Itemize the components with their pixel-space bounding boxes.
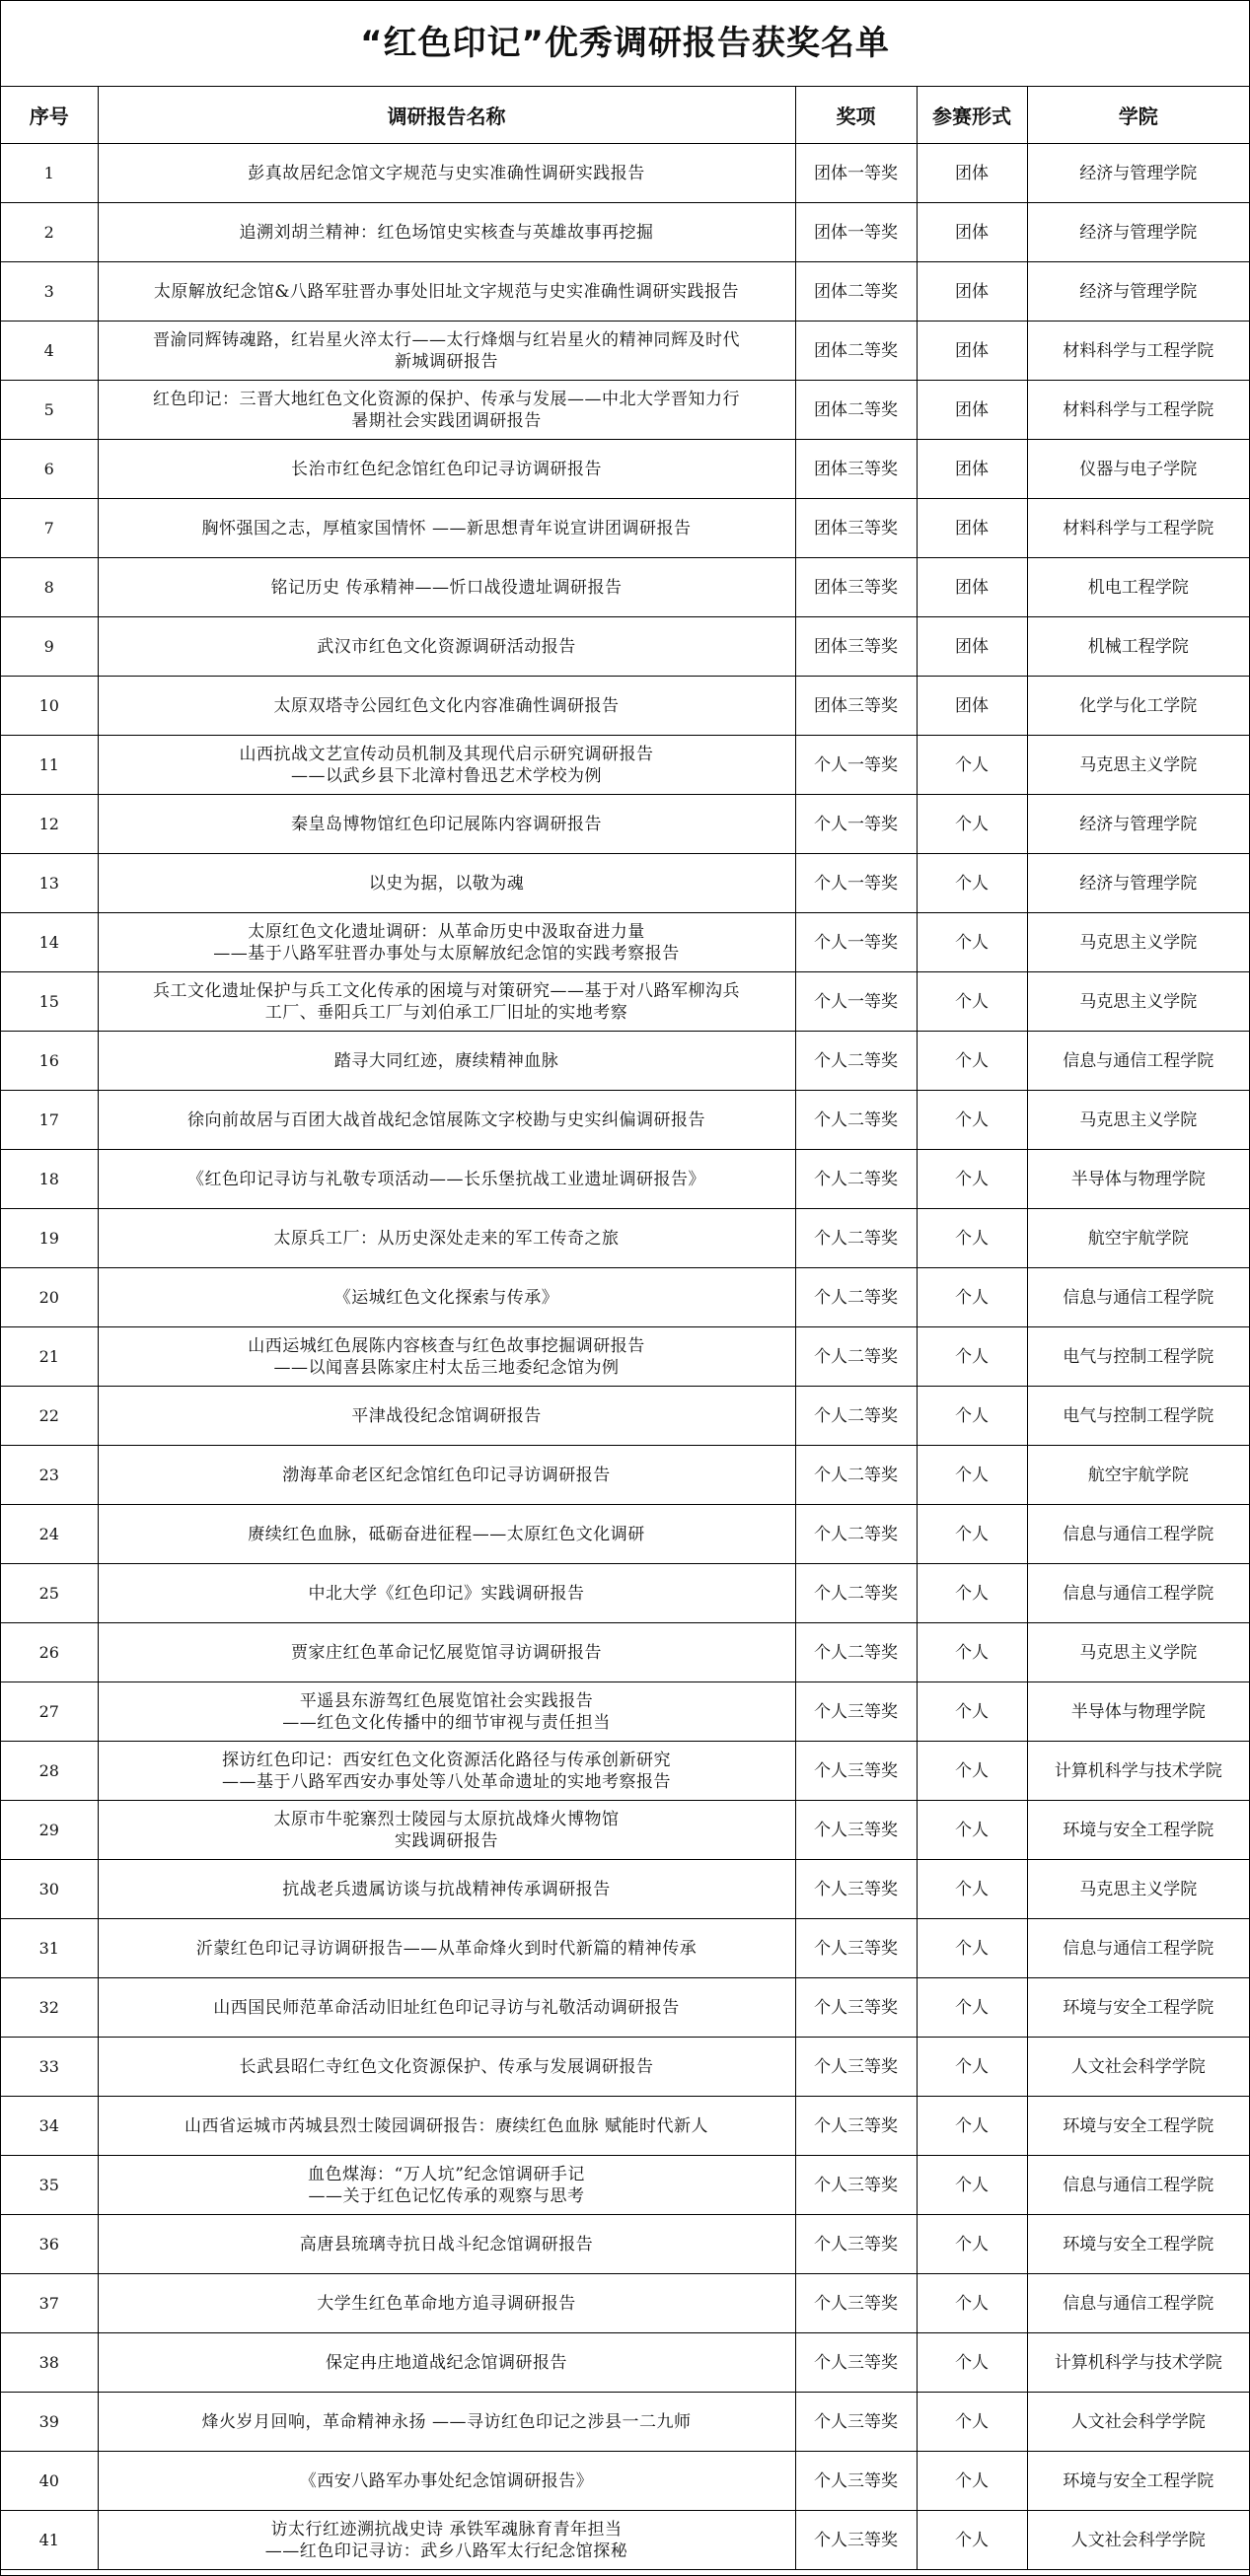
- college-cell: 化学与化工学院: [1027, 677, 1249, 736]
- serial-number-cell: 10: [1, 677, 98, 736]
- participation-form-cell: 个人: [917, 2393, 1027, 2452]
- report-name-cell: 赓续红色血脉，砥砺奋进征程——太原红色文化调研: [98, 1505, 795, 1564]
- college-cell: 半导体与物理学院: [1027, 1150, 1249, 1209]
- report-name-cell: 彭真故居纪念馆文字规范与史实准确性调研实践报告: [98, 144, 795, 203]
- serial-number-cell: 4: [1, 322, 98, 381]
- participation-form-cell: 个人: [917, 2333, 1027, 2393]
- award-cell: 个人二等奖: [795, 1623, 917, 1682]
- table-row: [1, 1505, 1249, 1564]
- serial-number-cell: 21: [1, 1327, 98, 1387]
- award-cell: 个人二等奖: [795, 1032, 917, 1091]
- college-cell: 材料科学与工程学院: [1027, 499, 1249, 558]
- college-cell: 经济与管理学院: [1027, 144, 1249, 203]
- participation-form-cell: 个人: [917, 2038, 1027, 2097]
- college-cell: 人文社会科学学院: [1027, 2038, 1249, 2097]
- college-cell: 机械工程学院: [1027, 617, 1249, 677]
- college-cell: 材料科学与工程学院: [1027, 381, 1249, 440]
- report-name-cell: 太原市牛驼寨烈士陵园与太原抗战烽火博物馆 实践调研报告: [98, 1801, 795, 1860]
- report-name-cell: 追溯刘胡兰精神：红色场馆史实核查与英雄故事再挖掘: [98, 203, 795, 262]
- award-cell: 团体二等奖: [795, 262, 917, 322]
- participation-form-cell: 个人: [917, 2215, 1027, 2274]
- table-row: [1, 262, 1249, 322]
- report-name-cell: 平遥县东游驾红色展览馆社会实践报告 ——红色文化传播中的细节审视与责任担当: [98, 1682, 795, 1742]
- participation-form-cell: 团体: [917, 617, 1027, 677]
- college-cell: 计算机科学与技术学院: [1027, 2333, 1249, 2393]
- participation-form-cell: 个人: [917, 2511, 1027, 2570]
- serial-number-cell: 32: [1, 1978, 98, 2038]
- report-name-cell: 铭记历史 传承精神——忻口战役遗址调研报告: [98, 558, 795, 617]
- table-row: [1, 1978, 1249, 2038]
- report-name-cell: 《运城红色文化探索与传承》: [98, 1268, 795, 1327]
- serial-number-cell: 31: [1, 1919, 98, 1978]
- award-cell: 个人三等奖: [795, 2097, 917, 2156]
- participation-form-cell: 团体: [917, 499, 1027, 558]
- participation-form-cell: 个人: [917, 1682, 1027, 1742]
- serial-number-cell: 34: [1, 2097, 98, 2156]
- table-row: [1, 2452, 1249, 2511]
- participation-form-cell: 个人: [917, 1801, 1027, 1860]
- table-row: [1, 144, 1249, 203]
- serial-number-cell: 14: [1, 913, 98, 972]
- college-cell: 计算机科学与技术学院: [1027, 1742, 1249, 1801]
- participation-form-cell: 团体: [917, 144, 1027, 203]
- header-college: 学院: [1027, 87, 1249, 144]
- table-row: [1, 795, 1249, 854]
- report-name-cell: 平津战役纪念馆调研报告: [98, 1387, 795, 1446]
- award-cell: 个人二等奖: [795, 1446, 917, 1505]
- report-name-cell: 太原红色文化遗址调研：从革命历史中汲取奋进力量 ——基于八路军驻晋办事处与太原解放纪念馆的实践考察报告: [98, 913, 795, 972]
- report-name-cell: 踏寻大同红迹，赓续精神血脉: [98, 1032, 795, 1091]
- participation-form-cell: 个人: [917, 1505, 1027, 1564]
- report-name-cell: 保定冉庄地道战纪念馆调研报告: [98, 2333, 795, 2393]
- college-cell: 环境与安全工程学院: [1027, 1978, 1249, 2038]
- serial-number-cell: 9: [1, 617, 98, 677]
- college-cell: 航空宇航学院: [1027, 1209, 1249, 1268]
- table-row: [1, 1091, 1249, 1150]
- serial-number-cell: 36: [1, 2215, 98, 2274]
- award-cell: 个人二等奖: [795, 1327, 917, 1387]
- table-row: [1, 1446, 1249, 1505]
- serial-number-cell: 2: [1, 203, 98, 262]
- report-name-cell: 太原兵工厂：从历史深处走来的军工传奇之旅: [98, 1209, 795, 1268]
- report-name-cell: 山西运城红色展陈内容核查与红色故事挖掘调研报告 ——以闻喜县陈家庄村太岳三地委纪念馆为例: [98, 1327, 795, 1387]
- award-cell: 个人二等奖: [795, 1505, 917, 1564]
- college-cell: 电气与控制工程学院: [1027, 1327, 1249, 1387]
- participation-form-cell: 个人: [917, 1978, 1027, 2038]
- college-cell: 马克思主义学院: [1027, 972, 1249, 1032]
- serial-number-cell: 16: [1, 1032, 98, 1091]
- report-name-cell: 山西抗战文艺宣传动员机制及其现代启示研究调研报告 ——以武乡县下北漳村鲁迅艺术学校为例: [98, 736, 795, 795]
- award-cell: 个人二等奖: [795, 1091, 917, 1150]
- table-row: [1, 617, 1249, 677]
- participation-form-cell: 个人: [917, 972, 1027, 1032]
- college-cell: 电气与控制工程学院: [1027, 1387, 1249, 1446]
- award-cell: 个人三等奖: [795, 2038, 917, 2097]
- report-name-cell: 胸怀强国之志，厚植家国情怀 ——新思想青年说宣讲团调研报告: [98, 499, 795, 558]
- table-row: [1, 1032, 1249, 1091]
- award-cell: 个人二等奖: [795, 1387, 917, 1446]
- serial-number-cell: 22: [1, 1387, 98, 1446]
- serial-number-cell: 37: [1, 2274, 98, 2333]
- report-name-cell: 沂蒙红色印记寻访调研报告——从革命烽火到时代新篇的精神传承: [98, 1919, 795, 1978]
- report-name-cell: 山西省运城市芮城县烈士陵园调研报告：赓续红色血脉 赋能时代新人: [98, 2097, 795, 2156]
- report-name-cell: 访太行红迹溯抗战史诗 承铁军魂脉育青年担当 ——红色印记寻访：武乡八路军太行纪念馆探秘: [98, 2511, 795, 2570]
- serial-number-cell: 11: [1, 736, 98, 795]
- award-cell: 个人二等奖: [795, 1150, 917, 1209]
- table-row: [1, 558, 1249, 617]
- report-name-cell: 渤海革命老区纪念馆红色印记寻访调研报告: [98, 1446, 795, 1505]
- college-cell: 信息与通信工程学院: [1027, 1564, 1249, 1623]
- college-cell: 半导体与物理学院: [1027, 1682, 1249, 1742]
- serial-number-cell: 35: [1, 2156, 98, 2215]
- participation-form-cell: 个人: [917, 1091, 1027, 1150]
- award-cell: 团体三等奖: [795, 499, 917, 558]
- header-serial-number: 序号: [1, 87, 98, 144]
- college-cell: 马克思主义学院: [1027, 1860, 1249, 1919]
- report-name-cell: 红色印记：三晋大地红色文化资源的保护、传承与发展——中北大学晋知力行 暑期社会实践团调研报告: [98, 381, 795, 440]
- report-name-cell: 烽火岁月回响，革命精神永扬 ——寻访红色印记之涉县一二九师: [98, 2393, 795, 2452]
- college-cell: 经济与管理学院: [1027, 203, 1249, 262]
- report-name-cell: 山西国民师范革命活动旧址红色印记寻访与礼敬活动调研报告: [98, 1978, 795, 2038]
- table-row: [1, 1209, 1249, 1268]
- serial-number-cell: 3: [1, 262, 98, 322]
- report-name-cell: 探访红色印记：西安红色文化资源活化路径与传承创新研究 ——基于八路军西安办事处等八处革命遗址的实地考察报告: [98, 1742, 795, 1801]
- college-cell: 航空宇航学院: [1027, 1446, 1249, 1505]
- participation-form-cell: 个人: [917, 1209, 1027, 1268]
- table-row: [1, 440, 1249, 499]
- participation-form-cell: 个人: [917, 1623, 1027, 1682]
- table-row: [1, 2097, 1249, 2156]
- table-row: [1, 381, 1249, 440]
- award-cell: 个人三等奖: [795, 1801, 917, 1860]
- table-row: [1, 1623, 1249, 1682]
- table-row: [1, 499, 1249, 558]
- table-row: [1, 1150, 1249, 1209]
- table-row: [1, 2038, 1249, 2097]
- table-row: [1, 1564, 1249, 1623]
- serial-number-cell: 40: [1, 2452, 98, 2511]
- report-name-cell: 晋渝同辉铸魂路，红岩星火淬太行——太行烽烟与红岩星火的精神同辉及时代 新城调研报告: [98, 322, 795, 381]
- award-cell: 个人二等奖: [795, 1268, 917, 1327]
- table-row: [1, 1268, 1249, 1327]
- serial-number-cell: 30: [1, 1860, 98, 1919]
- college-cell: 人文社会科学学院: [1027, 2511, 1249, 2570]
- participation-form-cell: 个人: [917, 1327, 1027, 1387]
- participation-form-cell: 个人: [917, 2156, 1027, 2215]
- table-header-row: [1, 87, 1249, 144]
- award-cell: 团体二等奖: [795, 322, 917, 381]
- award-cell: 个人一等奖: [795, 972, 917, 1032]
- award-cell: 团体一等奖: [795, 144, 917, 203]
- participation-form-cell: 团体: [917, 381, 1027, 440]
- document-title: “红色印记”优秀调研报告获奖名单: [1, 1, 1249, 87]
- college-cell: 经济与管理学院: [1027, 262, 1249, 322]
- table-row: [1, 2215, 1249, 2274]
- participation-form-cell: 个人: [917, 2097, 1027, 2156]
- participation-form-cell: 个人: [917, 854, 1027, 913]
- award-cell: 个人一等奖: [795, 854, 917, 913]
- award-cell: 个人三等奖: [795, 1742, 917, 1801]
- award-cell: 个人三等奖: [795, 2511, 917, 2570]
- report-name-cell: 长武县昭仁寺红色文化资源保护、传承与发展调研报告: [98, 2038, 795, 2097]
- participation-form-cell: 团体: [917, 558, 1027, 617]
- college-cell: 经济与管理学院: [1027, 795, 1249, 854]
- participation-form-cell: 个人: [917, 2274, 1027, 2333]
- college-cell: 仪器与电子学院: [1027, 440, 1249, 499]
- serial-number-cell: 18: [1, 1150, 98, 1209]
- college-cell: 经济与管理学院: [1027, 854, 1249, 913]
- participation-form-cell: 个人: [917, 1919, 1027, 1978]
- serial-number-cell: 13: [1, 854, 98, 913]
- serial-number-cell: 6: [1, 440, 98, 499]
- participation-form-cell: 个人: [917, 1446, 1027, 1505]
- college-cell: 人文社会科学学院: [1027, 2393, 1249, 2452]
- college-cell: 环境与安全工程学院: [1027, 2215, 1249, 2274]
- report-name-cell: 兵工文化遗址保护与兵工文化传承的困境与对策研究——基于对八路军柳沟兵 工厂、垂阳兵工厂与刘伯承工厂旧址的实地考察: [98, 972, 795, 1032]
- participation-form-cell: 个人: [917, 1860, 1027, 1919]
- table-row: [1, 677, 1249, 736]
- table-row: [1, 2274, 1249, 2333]
- award-cell: 团体三等奖: [795, 677, 917, 736]
- report-name-cell: 长治市红色纪念馆红色印记寻访调研报告: [98, 440, 795, 499]
- serial-number-cell: 12: [1, 795, 98, 854]
- serial-number-cell: 25: [1, 1564, 98, 1623]
- serial-number-cell: 8: [1, 558, 98, 617]
- participation-form-cell: 团体: [917, 262, 1027, 322]
- award-cell: 个人三等奖: [795, 1919, 917, 1978]
- participation-form-cell: 个人: [917, 2452, 1027, 2511]
- serial-number-cell: 17: [1, 1091, 98, 1150]
- award-cell: 团体二等奖: [795, 381, 917, 440]
- participation-form-cell: 个人: [917, 1268, 1027, 1327]
- participation-form-cell: 个人: [917, 736, 1027, 795]
- serial-number-cell: 41: [1, 2511, 98, 2570]
- college-cell: 机电工程学院: [1027, 558, 1249, 617]
- serial-number-cell: 1: [1, 144, 98, 203]
- table-row: [1, 2333, 1249, 2393]
- report-name-cell: 《西安八路军办事处纪念馆调研报告》: [98, 2452, 795, 2511]
- participation-form-cell: 个人: [917, 1564, 1027, 1623]
- report-name-cell: 秦皇岛博物馆红色印记展陈内容调研报告: [98, 795, 795, 854]
- serial-number-cell: 29: [1, 1801, 98, 1860]
- college-cell: 信息与通信工程学院: [1027, 1032, 1249, 1091]
- serial-number-cell: 33: [1, 2038, 98, 2097]
- award-cell: 团体三等奖: [795, 440, 917, 499]
- college-cell: 马克思主义学院: [1027, 1091, 1249, 1150]
- serial-number-cell: 5: [1, 381, 98, 440]
- report-name-cell: 太原双塔寺公园红色文化内容准确性调研报告: [98, 677, 795, 736]
- participation-form-cell: 个人: [917, 1032, 1027, 1091]
- header-participation-form: 参赛形式: [917, 87, 1027, 144]
- report-name-cell: 太原解放纪念馆&八路军驻晋办事处旧址文字规范与史实准确性调研实践报告: [98, 262, 795, 322]
- participation-form-cell: 团体: [917, 322, 1027, 381]
- award-cell: 团体一等奖: [795, 203, 917, 262]
- report-name-cell: 中北大学《红色印记》实践调研报告: [98, 1564, 795, 1623]
- table-row: [1, 322, 1249, 381]
- award-cell: 团体三等奖: [795, 558, 917, 617]
- college-cell: 信息与通信工程学院: [1027, 1919, 1249, 1978]
- award-cell: 个人三等奖: [795, 2393, 917, 2452]
- college-cell: 信息与通信工程学院: [1027, 1268, 1249, 1327]
- serial-number-cell: 38: [1, 2333, 98, 2393]
- college-cell: 环境与安全工程学院: [1027, 2452, 1249, 2511]
- serial-number-cell: 27: [1, 1682, 98, 1742]
- report-name-cell: 高唐县琉璃寺抗日战斗纪念馆调研报告: [98, 2215, 795, 2274]
- college-cell: 马克思主义学院: [1027, 736, 1249, 795]
- table-row: [1, 203, 1249, 262]
- college-cell: 信息与通信工程学院: [1027, 2274, 1249, 2333]
- table-row: [1, 1387, 1249, 1446]
- serial-number-cell: 19: [1, 1209, 98, 1268]
- table-row: [1, 1801, 1249, 1860]
- award-cell: 个人一等奖: [795, 736, 917, 795]
- serial-number-cell: 39: [1, 2393, 98, 2452]
- college-cell: 材料科学与工程学院: [1027, 322, 1249, 381]
- college-cell: 信息与通信工程学院: [1027, 2156, 1249, 2215]
- table-row: [1, 2393, 1249, 2452]
- participation-form-cell: 个人: [917, 1387, 1027, 1446]
- table-row: [1, 1327, 1249, 1387]
- report-name-cell: 贾家庄红色革命记忆展览馆寻访调研报告: [98, 1623, 795, 1682]
- participation-form-cell: 团体: [917, 203, 1027, 262]
- report-name-cell: 血色煤海：“万人坑”纪念馆调研手记 ——关于红色记忆传承的观察与思考: [98, 2156, 795, 2215]
- award-cell: 个人三等奖: [795, 2274, 917, 2333]
- participation-form-cell: 个人: [917, 795, 1027, 854]
- table-row: [1, 736, 1249, 795]
- serial-number-cell: 15: [1, 972, 98, 1032]
- table-row: [1, 2511, 1249, 2570]
- award-cell: 个人三等奖: [795, 2452, 917, 2511]
- table-row: [1, 1682, 1249, 1742]
- serial-number-cell: 7: [1, 499, 98, 558]
- participation-form-cell: 团体: [917, 677, 1027, 736]
- award-cell: 个人三等奖: [795, 2215, 917, 2274]
- award-cell: 个人三等奖: [795, 2156, 917, 2215]
- award-cell: 个人三等奖: [795, 1978, 917, 2038]
- award-cell: 个人三等奖: [795, 1682, 917, 1742]
- award-cell: 个人二等奖: [795, 1209, 917, 1268]
- college-cell: 环境与安全工程学院: [1027, 2097, 1249, 2156]
- table-row: [1, 1742, 1249, 1801]
- table-body: [1, 144, 1249, 2570]
- college-cell: 信息与通信工程学院: [1027, 1505, 1249, 1564]
- award-cell: 个人三等奖: [795, 1860, 917, 1919]
- award-cell: 个人一等奖: [795, 795, 917, 854]
- participation-form-cell: 个人: [917, 1742, 1027, 1801]
- header-report-name: 调研报告名称: [98, 87, 795, 144]
- award-cell: 个人一等奖: [795, 913, 917, 972]
- award-table: [1, 87, 1249, 2570]
- participation-form-cell: 团体: [917, 440, 1027, 499]
- table-row: [1, 2156, 1249, 2215]
- serial-number-cell: 26: [1, 1623, 98, 1682]
- serial-number-cell: 20: [1, 1268, 98, 1327]
- report-name-cell: 大学生红色革命地方追寻调研报告: [98, 2274, 795, 2333]
- table-row: [1, 854, 1249, 913]
- award-cell: 个人二等奖: [795, 1564, 917, 1623]
- serial-number-cell: 28: [1, 1742, 98, 1801]
- college-cell: 马克思主义学院: [1027, 1623, 1249, 1682]
- table-row: [1, 972, 1249, 1032]
- table-row: [1, 1860, 1249, 1919]
- college-cell: 马克思主义学院: [1027, 913, 1249, 972]
- report-name-cell: 徐向前故居与百团大战首战纪念馆展陈文字校勘与史实纠偏调研报告: [98, 1091, 795, 1150]
- participation-form-cell: 个人: [917, 913, 1027, 972]
- header-award: 奖项: [795, 87, 917, 144]
- report-name-cell: 以史为据，以敬为魂: [98, 854, 795, 913]
- serial-number-cell: 23: [1, 1446, 98, 1505]
- report-name-cell: 抗战老兵遗属访谈与抗战精神传承调研报告: [98, 1860, 795, 1919]
- table-row: [1, 1919, 1249, 1978]
- participation-form-cell: 个人: [917, 1150, 1027, 1209]
- college-cell: 环境与安全工程学院: [1027, 1801, 1249, 1860]
- table-row: [1, 913, 1249, 972]
- report-name-cell: 《红色印记寻访与礼敬专项活动——长乐堡抗战工业遗址调研报告》: [98, 1150, 795, 1209]
- report-name-cell: 武汉市红色文化资源调研活动报告: [98, 617, 795, 677]
- award-cell: 团体三等奖: [795, 617, 917, 677]
- award-cell: 个人三等奖: [795, 2333, 917, 2393]
- serial-number-cell: 24: [1, 1505, 98, 1564]
